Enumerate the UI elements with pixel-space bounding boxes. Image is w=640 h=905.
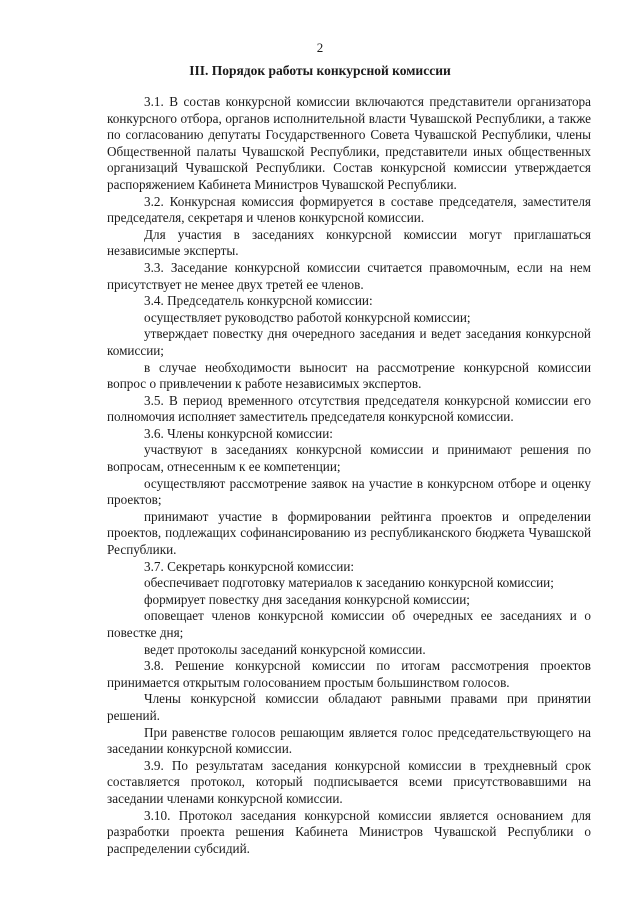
secretary-duty-item: оповещает членов конкурсной комиссии об очередных ее заседаниях и о повестке дня; — [107, 608, 591, 640]
secretary-duty-item: обеспечивает подготовку материалов к заседанию конкурсной комиссии; — [144, 575, 554, 591]
paragraph-experts: Для участия в заседаниях конкурсной комиссии могут приглашаться независимые эксперты. — [107, 226, 591, 259]
paragraph-3-9: 3.9. По результатам заседания конкурсной комиссии в трехдневный срок составляется протокол, который подписывается всеми присутствовавшими на заседании членами конкурсной комиссии. — [107, 757, 591, 806]
paragraph-3-10: 3.10. Протокол заседания конкурсной комиссии является основанием для разработки проекта решения Кабинета Министров Чувашской Республики о распределении субсидий. — [107, 807, 591, 856]
chair-duty-item: утверждает повестку дня очередного заседания и ведет заседания конкурсной комиссии; — [107, 326, 591, 358]
member-duty-item: осуществляют рассмотрение заявок на участие в конкурсном отборе и оценку проектов; — [107, 475, 591, 508]
member-duty-item: участвуют в заседаниях конкурсной комиссии и принимают решения по вопросам, отнесенным к ее компетенции; — [107, 442, 591, 475]
paragraph-3-8: 3.8. Решение конкурсной комиссии по итогам рассмотрения проектов принимается открытым голосованием простым большинством голосов. — [107, 658, 591, 690]
secretary-duty-item: формирует повестку дня заседания конкурсной комиссии; — [144, 591, 470, 607]
paragraph-3-1: 3.1. В состав конкурсной комиссии включаются представители организатора конкурсного отбора, органов исполнительной власти Чувашской Республики, а также по согласованию депутаты Государственного Совета Чувашской Республики, члены Общественной палаты Чувашской Республики, представители иных общественных организаций Чувашской Республики. Состав конкурсной комиссии утверждается распоряжением Кабинета Министров Чувашской Республики. — [107, 94, 591, 192]
chair-duty-item: в случае необходимости выносит на рассмотрение конкурсной комиссии вопрос о привлечении к работе независимых экспертов. — [107, 359, 591, 392]
document-body — [107, 94, 591, 857]
member-duty-item: принимают участие в формировании рейтинга проектов и определении проектов, подлежащих софинансированию из республиканского бюджета Чувашской Республики. — [107, 508, 591, 558]
paragraph-3-6: 3.6. Члены конкурсной комиссии: — [144, 425, 333, 441]
page-number: 2 — [316, 40, 324, 55]
paragraph-3-4: 3.4. Председатель конкурсной комиссии: — [144, 293, 373, 309]
secretary-duty-item: ведет протоколы заседаний конкурсной комиссии. — [144, 641, 426, 657]
paragraph-3-7: 3.7. Секретарь конкурсной комиссии: — [144, 558, 355, 574]
paragraph-3-2: 3.2. Конкурсная комиссия формируется в составе председателя, заместителя председателя, секретаря и членов конкурсной комиссии. — [107, 193, 591, 226]
paragraph-tie-vote: При равенстве голосов решающим является голос председательствующего на заседании конкурсной комиссии. — [107, 724, 591, 757]
paragraph-3-5: 3.5. В период временного отсутствия председателя конкурсной комиссии его полномочия исполняет заместитель председателя конкурсной комиссии. — [107, 392, 591, 425]
section-heading: III. Порядок работы конкурсной комиссии — [189, 63, 451, 78]
paragraph-3-3: 3.3. Заседание конкурсной комиссии считается правомочным, если на нем присутствует не менее двух третей ее членов. — [107, 259, 591, 292]
paragraph-equal-rights: Члены конкурсной комиссии обладают равными правами при принятии решений. — [107, 691, 591, 723]
chair-duty-item: осуществляет руководство работой конкурсной комиссии; — [144, 309, 471, 325]
